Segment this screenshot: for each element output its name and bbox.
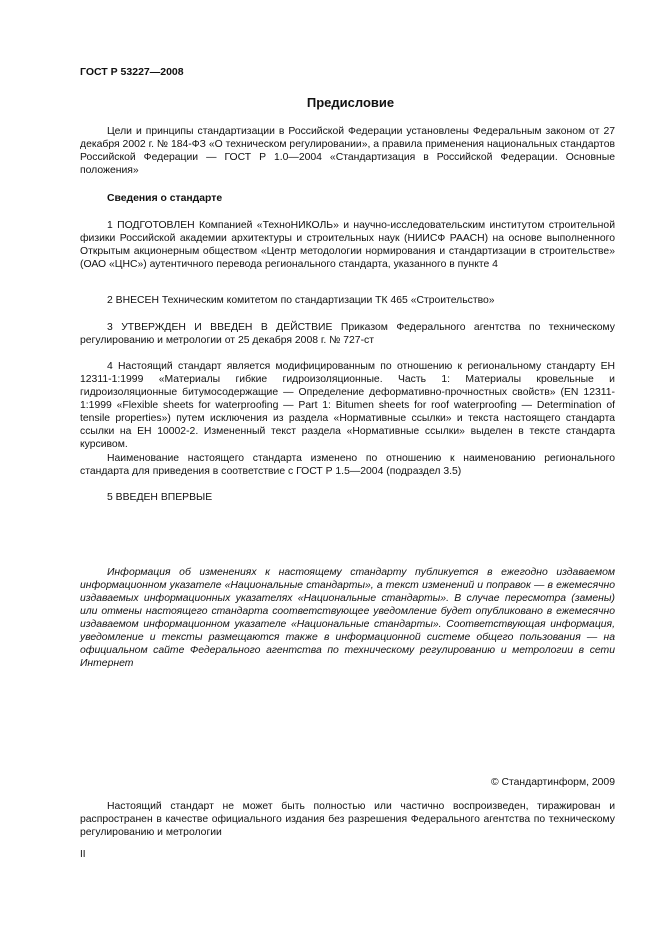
- page-number: II: [80, 849, 86, 860]
- info-notice: Информация об изменениях к настоящему стандарту публикуется в ежегодно издаваемом информационном указателе «Национальные стандарты», а текст изменений и поправок — в ежемесячно издаваемых информационных указателях «Национальные стандарты». В случае пересмотра (замены) или отмены настоящего стандарта соответствующее уведомление будет опубликовано в ежемесячно издаваемом информационном указателе «Национальные стандарты». Соответствующая информация, уведомление и тексты размещаются также в информационной системе общего пользования — на официальном сайте Федерального агентства по техническому регулированию и метрологии в сети Интернет: [80, 567, 615, 669]
- item-4: 4 Настоящий стандарт является модифицированным по отношению к региональному стандарту ЕН 12311-1:1999 «Материалы гибкие гидроизоляционные. Часть 1: Материалы кровельные и гидроизоляционные битумосодержащие — Определение деформативно-прочностных свойств» (EN 12311-1:1999 «Flexible sheets for waterproofing — Part 1: Bitumen sheets for roof waterproofing — Determination of tensile properties») путем исключения из раздела «Нормативные ссылки» и текста настоящего стандарта ссылки на ЕН 10002-2. Измененный текст раздела «Нормативные ссылки» выделен в тексте стандарта курсивом.: [80, 361, 615, 450]
- item-1: 1 ПОДГОТОВЛЕН Компанией «ТехноНИКОЛЬ» и научно-исследовательским институтом строительной физики Российской академии архитектуры и строительных наук (НИИСФ РААСН) на основе выполненного Открытым акционерным обществом «Центр методологии нормирования и стандартизации в строительстве» (ОАО «ЦНС») аутентичного перевода регионального стандарта, указанного в пункте 4: [80, 220, 615, 270]
- intro-paragraph: Цели и принципы стандартизации в Российской Федерации установлены Федеральным законом от 27 декабря 2002 г. № 184-ФЗ «О техническом регулировании», а правила применения национальных стандартов Российской Федерации — ГОСТ Р 1.0—2004 «Стандартизация в Российской Федерации. Основные положения»: [80, 126, 615, 176]
- copyright: © Стандартинформ, 2009: [490, 777, 615, 788]
- section-title: Сведения о стандарте: [107, 193, 223, 204]
- item-3: 3 УТВЕРЖДЕН И ВВЕДЕН В ДЕЙСТВИЕ Приказом Федерального агентства по техническому регулированию и метрологии от 25 декабря 2008 г. № 727-ст: [80, 322, 615, 346]
- reproduction-notice: Настоящий стандарт не может быть полностью или частично воспроизведен, тиражирован и распространен в качестве официального издания без разрешения Федерального агентства по техническому регулированию и метрологии: [80, 801, 615, 838]
- item-5: 5 ВВЕДЕН ВПЕРВЫЕ: [107, 492, 213, 503]
- item-4-name-note: Наименование настоящего стандарта изменено по отношению к наименованию регионального стандарта для приведения в соответствие с ГОСТ Р 1.5—2004 (подраздел 3.5): [80, 453, 615, 477]
- item-2: 2 ВНЕСЕН Техническим комитетом по стандартизации ТК 465 «Строительство»: [107, 295, 495, 306]
- document-code: ГОСТ Р 53227—2008: [80, 66, 184, 78]
- page-title: Предисловие: [306, 95, 395, 110]
